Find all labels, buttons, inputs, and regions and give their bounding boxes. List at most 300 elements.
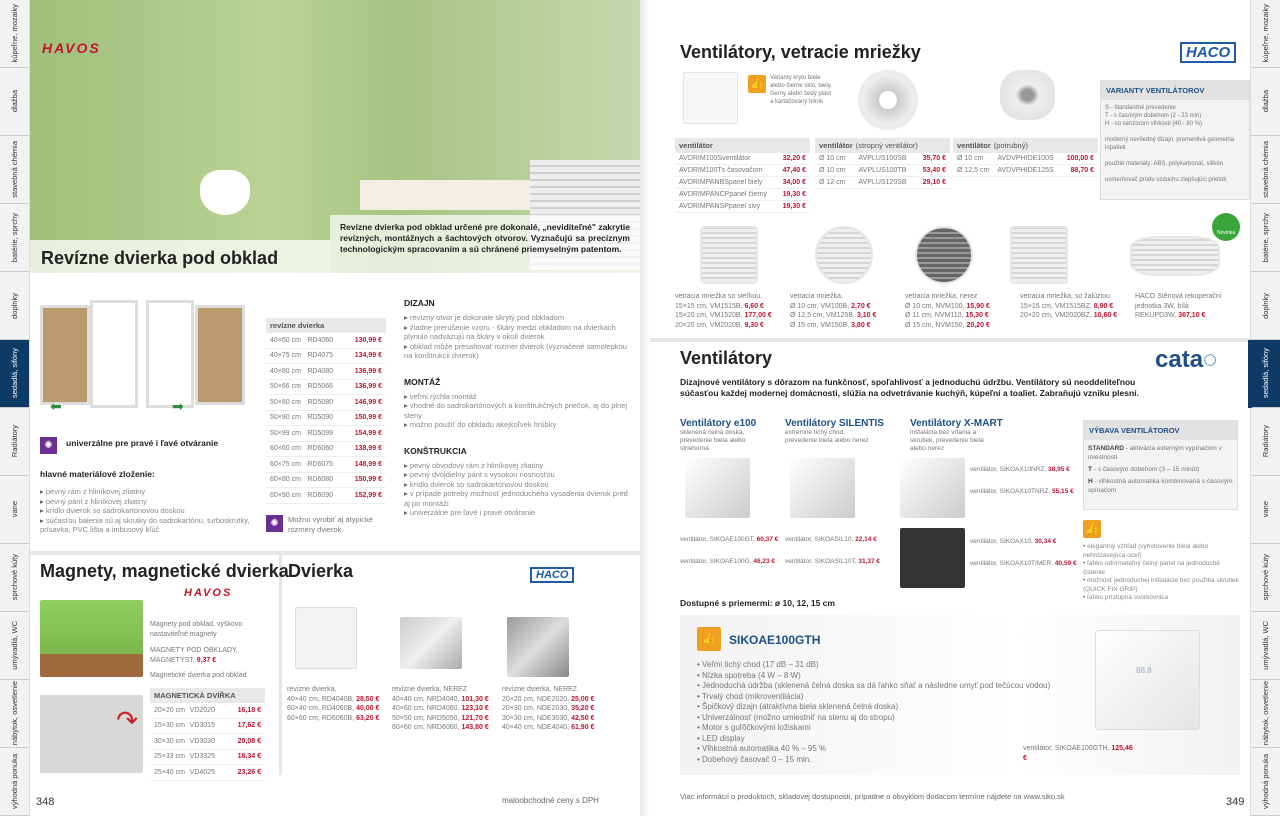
footer-info: Viac informácií o produktoch, skladovej dostupnosti, prípadne o obvyklom dodacom termíne nájdete na www.siko.sk [680,792,1065,801]
product-block [675,292,790,330]
product-name: vetracia mriežka, [790,293,843,300]
table-cell: 50×99 cm [270,429,301,437]
price-line [502,704,612,714]
section-title: DIZAJN [404,298,435,308]
series-title: Ventilátory X-MART [910,418,1003,429]
series-title: Ventilátory SILENTIS [785,418,884,429]
fan-series [680,418,780,598]
product-name: revízne dvierka, [287,686,337,693]
price-cell: 35,70 € [922,155,946,162]
table-cell: RD5090 [307,414,334,422]
product-code: ventilátor, SIKOAE100GT, [680,536,755,543]
price-cell: 134,99 € [354,352,382,360]
table-cell: 60×90 cm [270,491,301,499]
side-tab[interactable] [1251,0,1280,68]
list-item: • elegantný vzhľad (vyhotovenie biela alebo nehrdzavejúca oceľ) [1083,543,1243,560]
side-tab[interactable] [1251,136,1280,204]
side-tab[interactable] [1251,204,1280,272]
price-cell: 29,10 € [922,179,946,186]
equipment-desc: - aktivácia externým vypínačom v miestnosti [1088,445,1222,461]
table-row [266,473,386,489]
table-cell: Ø 10 cm [819,167,846,174]
price: 31,37 € [858,558,881,565]
price-line [970,560,1090,568]
cata-logo: cata◌ [1155,346,1218,373]
haco-logo: HACO [530,567,574,583]
fan-image [900,458,965,518]
table-row [150,734,265,750]
price-cell: 19,30 € [782,191,806,198]
price: 35,20 € [571,705,595,712]
price-line [680,536,800,544]
table-cell: RD4075 [307,352,334,360]
price: 61,90 € [571,724,595,731]
side-tab-label: Radiátory [10,425,19,458]
product-code: 40×40 cm, NDE4040, [502,724,570,731]
variant-line: S - štandardné prevedenie [1105,105,1176,111]
table-cell: RD5066 [307,383,334,391]
price: 55,15 € [1052,488,1074,495]
product-code: Ø 11 cm, NVM110, [905,312,964,319]
table-cell: panel sivý [728,203,761,210]
side-tab-label: batérie, sprchy [10,212,19,263]
price-cell: 136,99 € [354,367,382,375]
page-number-right: 349 [1226,796,1245,808]
side-tab[interactable] [1251,544,1280,612]
table-cell: 25×40 cm [154,768,185,776]
price-cell: 88,70 € [1070,167,1095,174]
table-row [815,165,950,177]
product-code: ventilátor, SIKOASIL10, [785,536,854,543]
price-line [502,714,612,724]
equipment-box [1083,420,1238,510]
price-line [905,311,1020,321]
list-item: • ľahko odnímateľný čelný panel na jednoduché čistenie [1083,560,1243,577]
side-tab-label: kúpeľne, mozaiky [10,4,19,63]
cata-title: Ventilátory [680,348,773,368]
equipment-line [1088,465,1233,474]
novelty-badge: Novinka [1212,213,1240,241]
list-item: • Vlhkostná automatika 40 % – 95 % [697,744,1077,755]
series-title: Ventilátory e100 [680,418,757,429]
grilles-list [675,292,1250,330]
table-row [953,153,1098,165]
table-cell: RD6060 [307,445,334,453]
table-row [266,380,386,396]
price-line [502,723,612,733]
side-tab[interactable] [1251,476,1280,544]
table-cell: 60×60 cm [270,445,301,453]
list-item: • Špičkový dizajn (atraktívna biela sklenená čelná doska) [697,702,1077,713]
price: 63,20 € [356,714,380,722]
price-cell: 152,99 € [354,491,382,499]
price-line [905,302,1020,312]
product-block [1135,292,1250,330]
table-cell: RD4080 [307,367,334,375]
side-tab[interactable] [1251,680,1280,748]
product-code: 20×30 cm, NDE2030, [502,705,570,712]
table-cell: 60×75 cm [270,460,301,468]
table-row [815,177,950,189]
table-title: ventilátor [819,141,853,150]
list-item: ▸ v prípade potreby možnosť jednoduchého vysadenia dvierok pred aj po montáži [404,489,634,508]
price: 42,50 € [571,714,595,722]
magnets-image [40,600,143,677]
price-line [790,311,905,321]
product-code: REKUPD3W, [1135,312,1177,319]
product-code: ventilátor, SIKOAX10, [970,538,1033,545]
price: 367,10 € [1178,312,1206,319]
series-desc: sklenená čelná doska, prevedenie biela alebo strieborná [680,429,746,452]
side-tab-label: výhodná ponuka [1261,753,1270,810]
table-cell: 40×60 cm [270,336,301,344]
product-code: Ø 15 cm, VM150B, [790,321,850,329]
price-cell: 100,00 € [1066,155,1095,162]
table-cell: Ø 10 cm [819,155,846,162]
table-header: MAGNETICKÁ DVÍŘKA [150,688,265,703]
fan-table-2 [815,138,950,189]
price: 10,60 € [1093,312,1118,319]
grille-image [1130,236,1220,276]
price: 8,90 € [1093,302,1114,310]
product-code: 20×20 cm, VM2020B, [675,321,743,329]
product-block [287,685,392,733]
list-item: • možnosť jednoduchej inštalácie bez použitia skrutiek (QUICK FIX GRIP) [1083,577,1243,594]
side-tab[interactable] [0,680,29,748]
table-row [675,153,810,165]
list-item: • Motor s guľôčkovými ložiskami [697,723,1077,734]
hero-text: Revízne dvierka pod obklad určené pre dokonalé, „neviditeľné" zakrytie revízných, montážnych a šachtových otvorov. Vyznačujú sa precíznym technologickým spracovaním a sú chránené priemyselným patentom. [330,215,640,273]
table-cell: 25×33 cm [154,753,185,761]
magnets-title: Magnety, magnetické dvierka [40,561,289,581]
table-cell: RD5099 [307,429,334,437]
product-code: 15×15 cm, VM1515B, [675,302,743,310]
table-title: ventilátor [679,141,713,150]
side-tab[interactable] [0,340,29,408]
list-item: • Veľmi tichý chod (17 dB – 31 dB) [697,660,1077,671]
benefits-list [1083,543,1243,603]
list-item: • Univerzálnosť (možno umiestniť na stenu aj do stropu) [697,713,1077,724]
price: 121,70 € [461,714,489,722]
product-name: vetracia mriežka, so žalúziou [1020,293,1110,300]
footer-prices-note: maloobchodné ceny s DPH [502,796,599,805]
table-cell: AVDVPHIDE100S [997,155,1054,162]
table-row [675,201,810,213]
side-tab-label: vane [10,501,19,518]
price-line [1020,311,1135,321]
table-cell: RD5080 [307,398,334,406]
table-row [266,442,386,458]
haco-logo: HACO [1180,42,1236,63]
product-code: 20×20 cm, VM2020BZ, [1020,312,1092,319]
product-block [905,292,1020,330]
side-tab-label: nábytok, osvetlenie [10,681,19,746]
product-name: revízne dvierka, NEREZ [392,686,468,693]
price-line [675,302,790,312]
side-tab-label: vane [1261,501,1270,518]
arrow-right-icon: ➡ [172,398,184,414]
variants-title: VARIANTY VENTILÁTOROV [1101,81,1249,100]
table-cell: VD3015 [189,722,215,730]
price-line [392,723,502,733]
table-row [266,488,386,504]
table-cell: RD6075 [307,460,334,468]
side-tab-label: stavebná chémia [1261,141,1270,198]
table-cell: 40×80 cm [270,367,301,375]
door-image-steel [400,617,462,669]
price-cell: 17,62 € [237,722,262,730]
materials-list [40,487,250,535]
product-code: 30×30 cm, NDE3030, [502,714,570,722]
price: 20,20 € [966,321,990,329]
side-tab-label: stavebná chémia [10,141,19,198]
product-code: Ø 12,5 cm, VM125B, [790,312,855,319]
arrow-left-icon: ⬅ [50,398,62,414]
side-tab-label: sprchové kúty [1261,554,1270,601]
product-block [790,292,905,330]
equipment-key: H [1088,478,1093,485]
led-display-readout: 88.8 [1136,666,1152,675]
magnets-product: MAGNETY POD OBKLADY, MAGNETYST, 9,37 € [150,647,238,664]
price-line [287,695,392,705]
table-cell: RD6090 [307,491,334,499]
side-tab[interactable] [0,68,29,136]
product-code: 40×40 cm, RD4040B, [287,695,355,703]
thumbs-up-icon: 👍 [748,75,766,93]
price-line [970,538,1090,546]
price-line [392,714,502,724]
variant-note: moderný nevšedný dizajn, premenlivá geometria lopatiek [1105,137,1235,151]
table-cell: VD4025 [189,768,215,776]
equipment-key: STANDARD [1088,445,1124,452]
table-cell: s časovačom [721,167,763,174]
list-item: ▸ pevný obvodový rám z hliníkovej zliatiny [404,461,634,471]
fan-image [790,458,855,518]
side-tab[interactable] [1251,340,1280,408]
variant-note: usmerňovač prúdu vzduchu zlepšujúci prietok [1105,177,1227,183]
product-image-doors [40,300,245,414]
side-tab[interactable] [1251,68,1280,136]
table-cell: Ø 12 cm [819,179,846,186]
product-code: ventilátor, SIKOASIL10T, [785,558,857,565]
table-cell: 50×90 cm [270,414,301,422]
table-row [150,750,265,766]
table-header [675,138,810,153]
product-code: 40×60 cm, NRD4060, [392,705,460,712]
table-row [266,364,386,380]
thumbs-up-icon: 👍 [1083,520,1101,538]
table-subtitle: (potrubný) [993,141,1028,150]
list-item: ▸ krídlo dvierok so sadrokartónovou doskou [40,506,250,516]
side-tab[interactable] [1251,408,1280,476]
price-line [790,321,905,331]
list-item: ▸ krídlo dvierok so sadrokartónovou doskou [404,480,634,490]
table-cell: AVDRIM100T [679,167,722,174]
table-row [266,411,386,427]
price-cell: 47,40 € [782,167,807,174]
price-line [287,704,392,714]
side-tab[interactable] [0,408,29,476]
side-tab[interactable] [0,204,29,272]
equipment-title: VÝBAVA VENTILÁTOROV [1084,421,1237,440]
atypical-note: Možno vyrobiť aj atypické rozmery dvierok. [288,515,373,534]
lightbulb-icon: ✺ [266,515,283,532]
product-code: 50×50 cm, NRD5050, [392,714,460,722]
list-item: • Dobehový časovač 0 – 15 min. [697,755,1077,766]
side-tab[interactable] [1251,272,1280,340]
price: 60,37 € [756,536,779,543]
price-line [790,302,905,312]
list-item: ▸ súčasťou balenia sú aj skrutky do sadrokartónu, turboskrutky, prísavka, PVC lišta a imbusový kľúč [40,516,250,535]
side-tab-label: kúpeľne, mozaiky [1261,4,1270,63]
table-row [675,177,810,189]
table-cell: panel biely [728,179,763,186]
table-cell: AVDVPHIDE125S [997,167,1054,174]
product-code: ventilátor, SIKOAX10NRZ, [970,466,1047,473]
price-line [1135,311,1250,321]
fan-table-3 [953,138,1098,177]
equipment-desc: - s časovým dobehom (3 – 15 minút) [1093,466,1200,473]
price-cell: 16,18 € [237,706,262,714]
table-cell: 20×20 cm [154,706,185,714]
table-row [266,395,386,411]
table-cell: RD4060 [307,336,334,344]
equipment-desc: - vlhkostná automatika kombinovaná s časovým spínačom [1088,478,1233,494]
price-line [392,695,502,705]
table-row [675,165,810,177]
price-line [970,466,1090,474]
price: 25,00 € [571,695,595,703]
table-header [953,138,1098,153]
equipment-key: T [1088,466,1092,473]
table-cell: VD2020 [189,706,215,714]
price-cell: 150,99 € [354,414,382,422]
list-item: • Trvalý chod (mikroventilácia) [697,692,1077,703]
section-title: MONTÁŽ [404,376,441,387]
product-code: Ø 15 cm, NVM150, [905,321,965,329]
price: 177,00 € [744,312,772,319]
lightbulb-icon: ✺ [40,437,57,454]
table-header [815,138,950,153]
side-tab[interactable] [0,612,29,680]
section-list [404,461,634,518]
equipment-line [1088,444,1233,462]
product-code: 15×20 cm, VM1520B, [675,312,743,319]
table-row [150,765,265,781]
table-cell: AVDRIMPANBS [679,179,729,186]
price: 123,10 € [461,705,489,712]
price-line [392,704,502,714]
door-image-white [295,607,357,669]
grille-image [1010,226,1068,284]
product-name: revízne dvierka, NEREZ [502,686,578,693]
table-row [675,189,810,201]
price-cell: 34,00 € [782,179,807,186]
fan-series [785,418,885,598]
list-item: ▸ vhodné do sadrokartónových a konštrukčných priečok, aj do plnej steny [404,401,634,420]
magnetic-doors-table [150,688,265,781]
table-row [150,719,265,735]
side-tab[interactable] [0,272,29,340]
table-row [266,333,386,349]
materials-title: hlavné materiálové zloženie: [40,469,155,479]
price: 3,10 € [856,312,877,319]
features-sections [404,298,634,534]
table-subtitle: (stropný ventilátor) [855,141,918,150]
fan-image-square [683,72,738,124]
side-tab[interactable] [0,136,29,204]
cover-variants-note: Varianty krytu biele alebo čierne sklo, biely, čierny alebo šedý plast a kartáčovaný hliník [770,75,832,105]
side-tab-label: batérie, sprchy [1261,212,1270,263]
list-item: • ľahko prístupná svorkovnica [1083,594,1243,603]
product-code: ventilátor, SIKOAE100G, [680,558,752,565]
table-row [150,703,265,719]
price-cell: 138,99 € [354,445,382,453]
side-tab[interactable] [0,0,29,68]
price: 22,14 € [855,536,877,543]
grille-image [815,226,873,284]
hero-title: Revízne dvierka pod obklad [41,248,279,268]
product-code: ventilátor, SIKOAX10TIMER, [970,560,1054,567]
table-cell: VD3325 [189,753,215,761]
side-tab[interactable] [1251,748,1280,816]
table-cell: AVPLUS100TB [858,167,907,174]
price-cell: 154,99 € [354,429,382,437]
table-cell: 40×75 cm [270,352,301,360]
side-tab-label: doplnky [10,292,19,319]
side-tab[interactable] [0,544,29,612]
price: 46,23 € [753,558,776,565]
list-item: ▸ možno použiť do obkladu akejkoľvek hrúbky [404,420,634,430]
table-cell: panel čierny [729,191,768,198]
side-tab[interactable] [0,748,29,816]
series-desc: extrémne tichý chod, prevedenie biela alebo nerez [785,429,869,444]
price: 38,95 € [1048,466,1070,473]
series-desc: inštalácia bez vŕtania a skrutiek, prevedenie biela alebo nerez [910,429,984,452]
list-item: ▸ pevný pánt z hliníkovej zliatiny [40,497,250,507]
side-tab[interactable] [0,476,29,544]
grille-image [915,226,973,284]
table-header: revízne dvierka [266,318,386,333]
product-code: 60×60 cm, RD6060B, [287,714,355,722]
fan-table-1 [675,138,810,213]
universal-note: univerzálne pre pravé i ľavé otváranie [66,438,219,448]
side-tab[interactable] [1251,612,1280,680]
price-cell: 150,99 € [354,476,382,484]
fan-series [910,418,1100,598]
price-cell: 20,08 € [237,737,262,745]
fan-install-image [900,528,965,588]
price-cell: 53,40 € [922,167,947,174]
table-cell: ventilátor [722,155,751,162]
featured-features-list [697,660,1077,765]
price-line [675,321,790,331]
table-row [266,349,386,365]
table-row [953,165,1098,177]
table-cell: 15×30 cm [154,722,185,730]
table-cell: Ø 10 cm [957,155,984,162]
side-tabs-left [0,0,30,816]
price: 40,59 € [1054,560,1077,567]
list-item: ▸ žiadne prerušenie vzoru - škáry medzi obkladom na dvierkach plynulo nadväzujú na škáry v okolí dvierok [404,323,634,342]
page-number-left: 348 [36,796,55,808]
price-cell: 148,99 € [354,460,382,468]
section-list [404,313,634,361]
magnetic-door-desc: Magnetické dvierka pod obklad [150,672,247,679]
price-line [785,558,905,566]
list-item: • Nízka spotreba (4 W – 8 W) [697,671,1077,682]
table-cell: AVDRIMPANSP [679,203,729,210]
